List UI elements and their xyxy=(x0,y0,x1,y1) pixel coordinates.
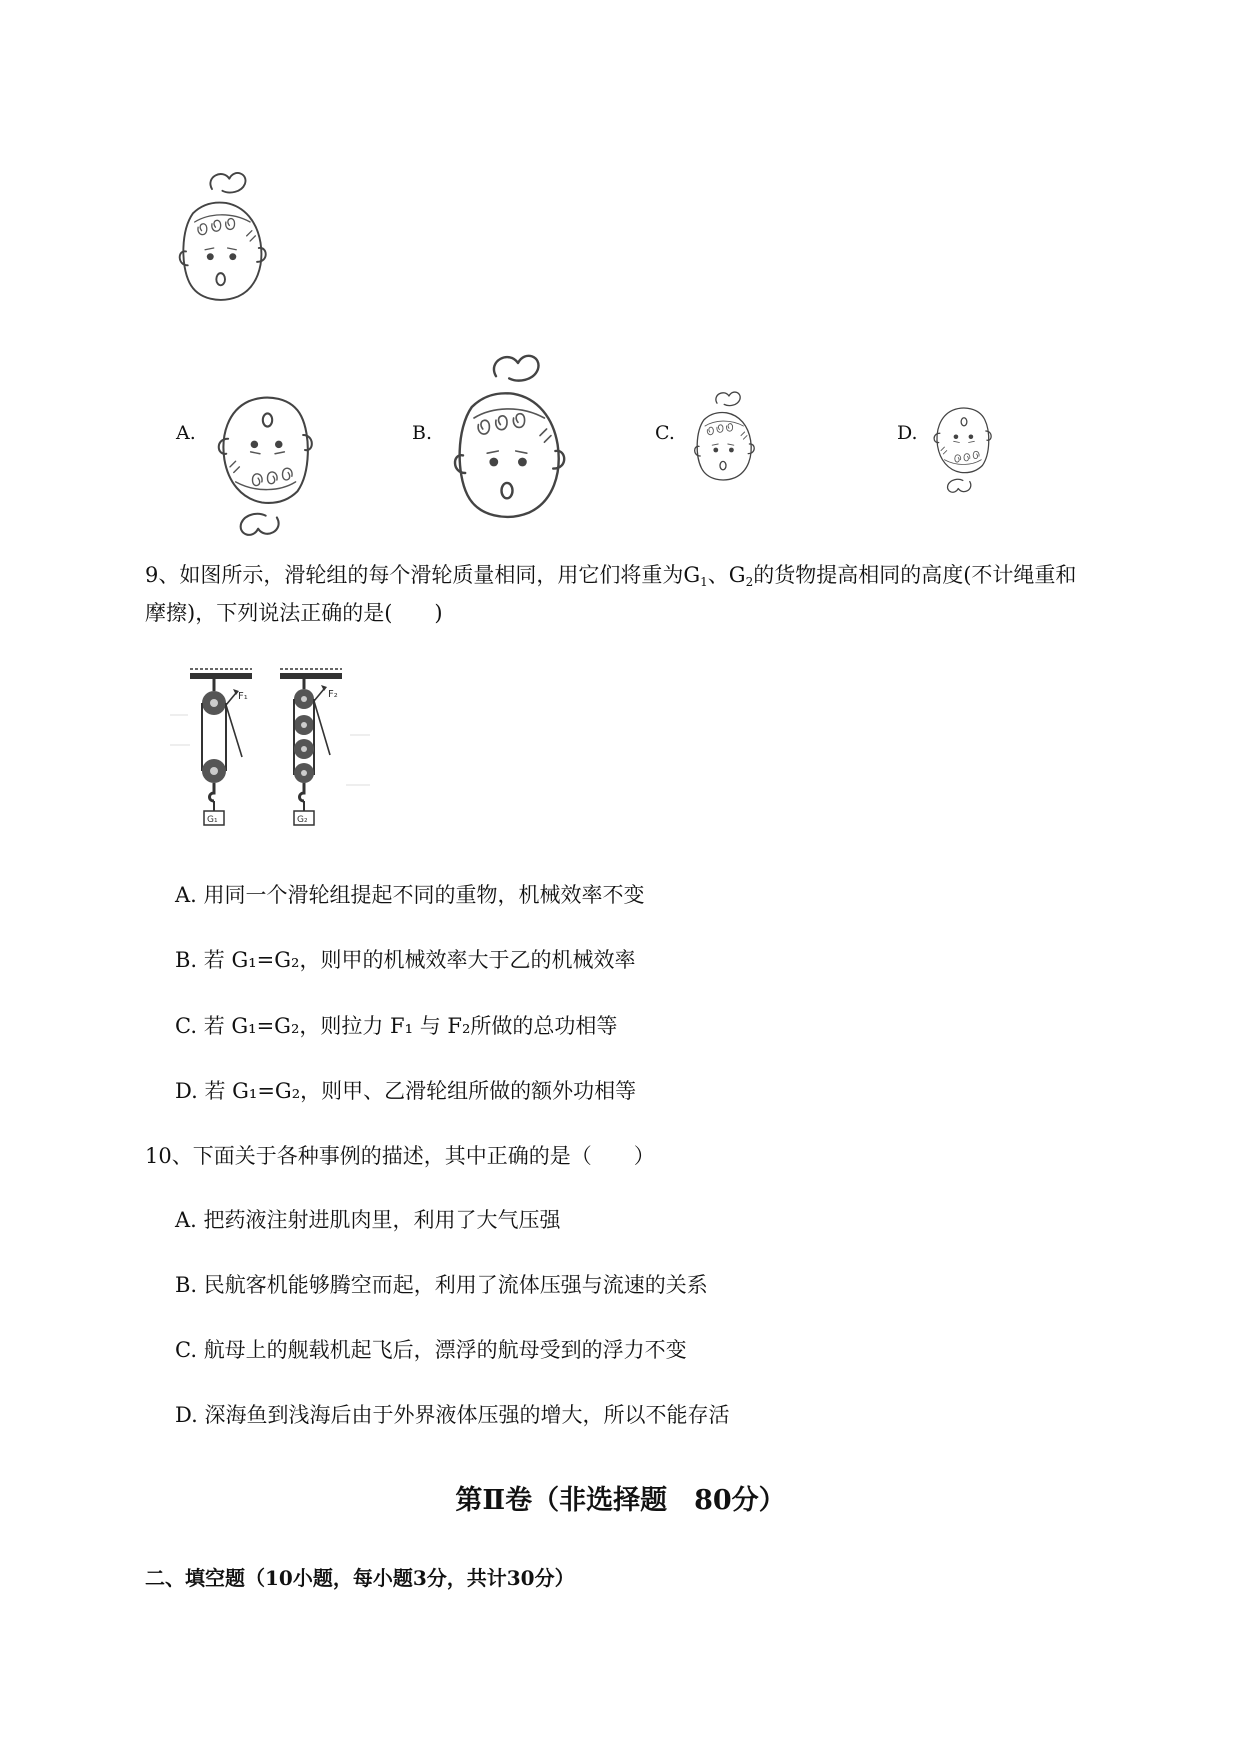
q9-stem-line1 xyxy=(145,560,1076,597)
option-b-label[interactable]: B. xyxy=(412,422,433,444)
q9-option-d[interactable] xyxy=(175,1076,636,1106)
q9-g1: G xyxy=(683,563,701,587)
q9-option-c[interactable] xyxy=(175,1011,617,1041)
q9-sep: 、 xyxy=(707,563,729,587)
q9-option-d-pre: 若 xyxy=(204,1079,226,1103)
q9-option-b-pre: 若 xyxy=(203,948,225,972)
q9-option-c-text-b: 所做的总功相等 xyxy=(470,1014,618,1038)
q9-option-b-text: 则甲的机械效率大于乙的机械效率 xyxy=(320,948,636,972)
q10-stem: 10、下面关于各种事例的描述，其中正确的是（ ） xyxy=(145,1144,655,1168)
q9-g2: G xyxy=(728,563,746,587)
option-c-label[interactable]: C. xyxy=(655,422,675,444)
q10-option-b[interactable] xyxy=(175,1270,708,1300)
q9-g1-sub: 1 xyxy=(700,575,708,589)
option-a-face-icon xyxy=(210,360,325,510)
original-face-figure xyxy=(170,170,280,300)
q10-option-a-label: A. xyxy=(175,1208,197,1232)
part-title: 二、填空题（10小题，每小题3分，共计30分） xyxy=(145,1566,575,1590)
q9-option-d-cond: G₁=G₂， xyxy=(232,1079,322,1103)
option-d-label[interactable]: D. xyxy=(897,422,918,444)
q10-option-a-text: 把药液注射进肌肉里，利用了大气压强 xyxy=(203,1208,561,1232)
q10-option-d-text: 深海鱼到浅海后由于外界液体压强的增大，所以不能存活 xyxy=(204,1403,730,1427)
q9-stem-part1: 如图所示，滑轮组的每个滑轮质量相同，用它们将重为 xyxy=(179,563,684,587)
pulley-figure xyxy=(170,665,370,845)
q9-option-c-label: C. xyxy=(175,1014,197,1038)
label-g2: G₂ xyxy=(297,815,308,825)
q9-option-c-pre: 若 xyxy=(203,1014,225,1038)
option-d-face-icon xyxy=(928,385,1000,477)
label-f1: F₁ xyxy=(238,691,248,702)
q9-option-a-label: A. xyxy=(175,883,197,907)
q9-stem-line2: 摩擦)，下列说法正确的是( ) xyxy=(145,601,443,625)
option-b-face-icon xyxy=(450,352,575,517)
q9-option-c-text-a: 则拉力 xyxy=(320,1014,384,1038)
section-title: 第Ⅱ卷（非选择题 80分） xyxy=(455,1485,786,1516)
q9-option-b-label: B. xyxy=(175,948,198,972)
q10-option-d-label: D. xyxy=(175,1403,198,1427)
q9-option-a-text: 用同一个滑轮组提起不同的重物，机械效率不变 xyxy=(203,883,645,907)
q9-option-c-f2: F₂ xyxy=(447,1014,471,1038)
q9-option-c-mid: 与 xyxy=(419,1014,441,1038)
q9-number: 9、 xyxy=(145,563,180,587)
q10-option-a[interactable] xyxy=(175,1205,561,1235)
q9-option-a[interactable] xyxy=(175,880,645,910)
q9-option-d-text: 则甲、乙滑轮组所做的额外功相等 xyxy=(321,1079,637,1103)
q10-option-c-text: 航母上的舰载机起飞后，漂浮的航母受到的浮力不变 xyxy=(203,1338,687,1362)
q10-option-c-label: C. xyxy=(175,1338,197,1362)
q9-g2-sub: 2 xyxy=(745,575,754,589)
q10-option-b-label: B. xyxy=(175,1273,198,1297)
q9-option-d-label: D. xyxy=(175,1079,198,1103)
q10-option-c[interactable] xyxy=(175,1335,687,1365)
label-f2: F₂ xyxy=(328,689,338,700)
q10-option-d[interactable] xyxy=(175,1400,729,1430)
q9-option-b[interactable] xyxy=(175,945,635,975)
q10-option-b-text: 民航客机能够腾空而起，利用了流体压强与流速的关系 xyxy=(203,1273,708,1297)
q9-option-c-cond: G₁=G₂， xyxy=(231,1014,321,1038)
q9-option-b-cond: G₁=G₂， xyxy=(231,948,321,972)
label-g1: G₁ xyxy=(207,815,218,825)
option-c-face-icon xyxy=(690,390,762,480)
q9-option-c-f1: F₁ xyxy=(390,1014,414,1038)
q9-stem-part2: 的货物提高相同的高度(不计绳重和 xyxy=(753,563,1077,587)
option-a-label[interactable]: A. xyxy=(176,422,196,444)
